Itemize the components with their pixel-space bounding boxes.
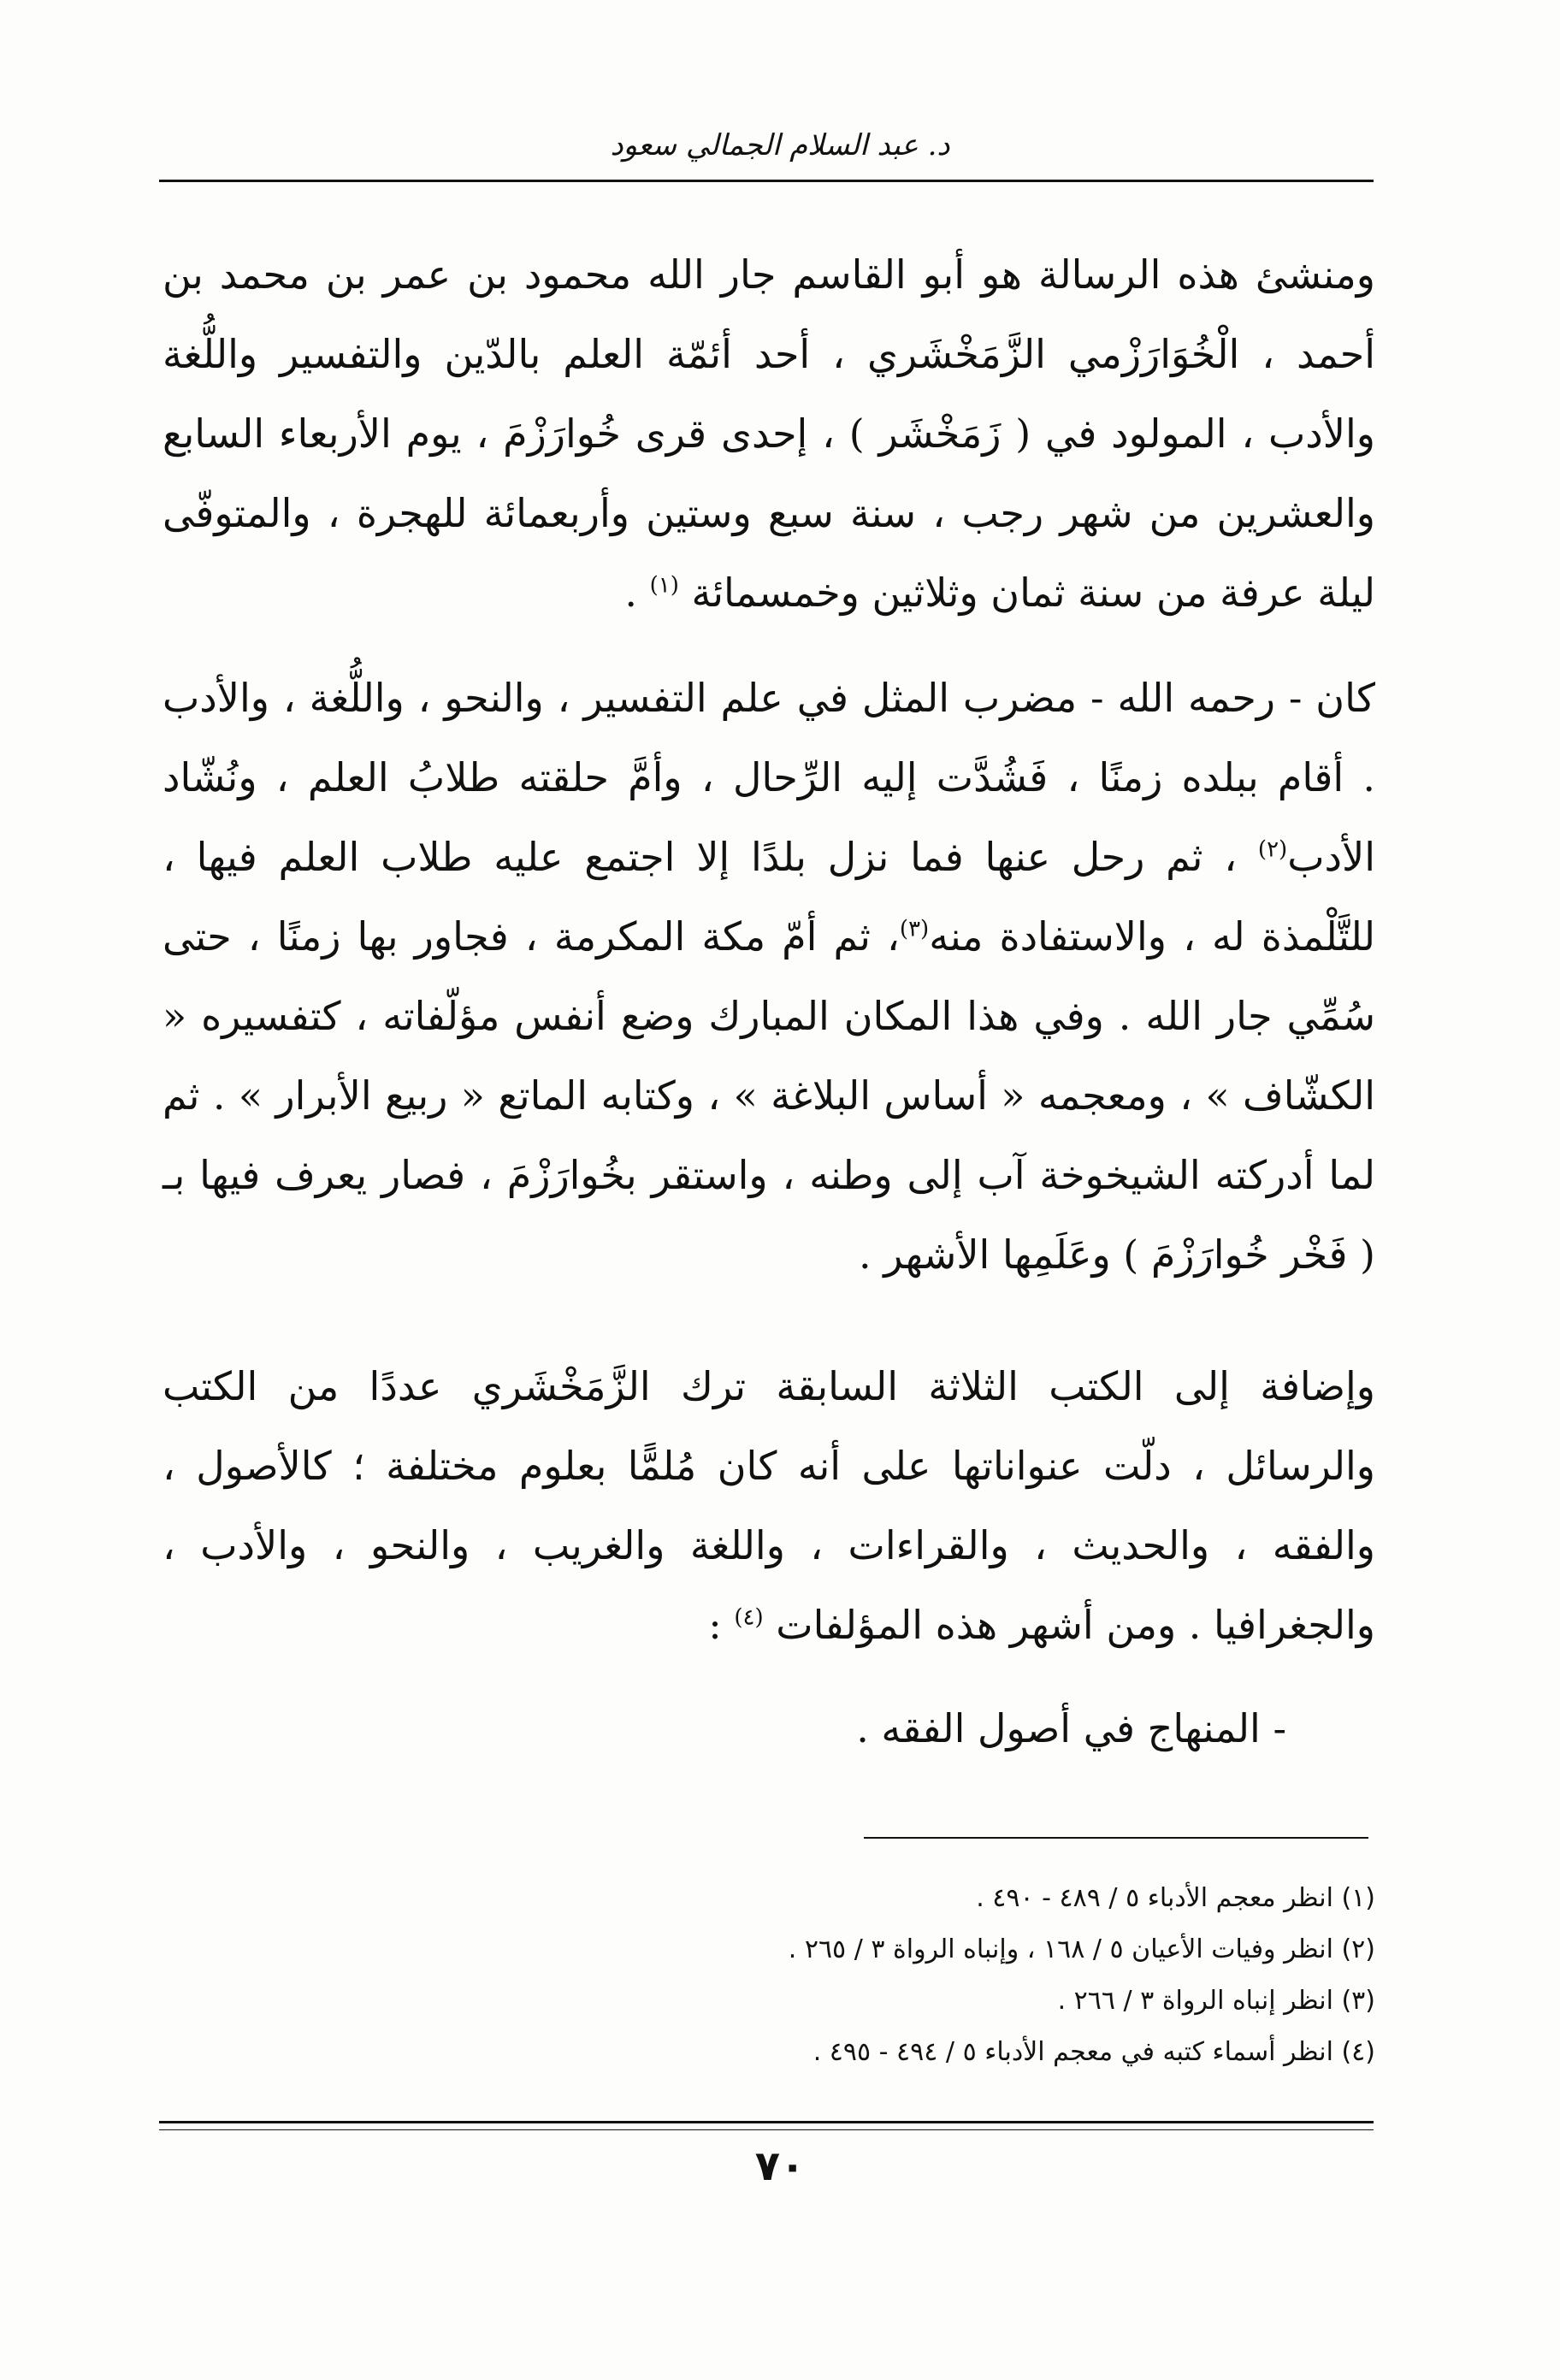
paragraph-works <box>162 1347 1375 1665</box>
footnote-separator <box>864 1837 1368 1839</box>
paragraph-2-text-b: ، ثم رحل عنها فما نزل بلدًا إلا اجتمع عليه طلاب العلم فيها ، للتَّلْمذة له ، والاستفادة منه <box>162 834 1375 960</box>
footnotes <box>162 1873 1375 2078</box>
footnote-ref-3: (٣) <box>899 916 930 942</box>
footnote-ref-1: (١) <box>649 572 679 599</box>
paragraph-biography <box>162 235 1375 633</box>
paragraph-3-end: : <box>708 1602 722 1648</box>
page-number: ٧٠ <box>754 2142 806 2190</box>
paragraph-1-end: . <box>624 570 638 616</box>
footnote-ref-4: (٤) <box>734 1604 764 1631</box>
footer-rule-thick <box>159 2121 1374 2123</box>
footnote-1: (١) انظر معجم الأدباء ٥ / ٤٨٩ - ٤٩٠ . <box>976 1883 1375 1913</box>
header-rule <box>159 180 1374 182</box>
footnote-3: (٣) انظر إنباه الرواة ٣ / ٢٦٦ . <box>1057 1986 1375 2016</box>
paragraph-career <box>162 658 1375 1295</box>
paragraph-2-text-a: كان - رحمه الله - مضرب المثل في علم التفسير ، والنحو ، واللُّغة ، والأدب . أقام ببلده زمنًا ، فَشُدَّت إليه الرِّحال ، وأمَّ حلقته طلابُ العلم ، ونُشّاد الأدب <box>162 675 1375 880</box>
list-item-minhaj: - المنهاج في أصول الفقه . <box>856 1705 1286 1751</box>
paragraph-2-text-c: ، ثم أمّ مكة المكرمة ، فجاور بها زمنًا ، حتى سُمِّي جار الله . وفي هذا المكان المبارك وضع أنفس مؤلّفاته ، كتفسيره « الكشّاف » ، ومعجمه « أساس البلاغة » ، وكتابه الماتع « ربيع الأبرار » . ثم لما أدركته الشيخوخة آب إلى وطنه ، واستقر بخُوارَزْمَ ، فصار يعرف فيها بـ ( فَخْر خُوارَزْمَ ) وعَلَمِها الأشهر . <box>162 913 1375 1278</box>
footnote-2: (٢) انظر وفيات الأعيان ٥ / ١٦٨ ، وإنباه الرواة ٣ / ٢٦٥ . <box>788 1934 1375 1964</box>
paragraph-3-text: وإضافة إلى الكتب الثلاثة السابقة ترك الزَّمَخْشَري عددًا من الكتب والرسائل ، دلّت عنواناتها على أنه كان مُلمًّا بعلوم مختلفة ؛ كالأصول ، والفقه ، والحديث ، والقراءات ، واللغة والغريب ، والنحو ، والأدب ، والجغرافيا . ومن أشهر هذه المؤلفات <box>162 1363 1375 1648</box>
paragraph-1-text: ومنشئ هذه الرسالة هو أبو القاسم جار الله محمود بن عمر بن محمد بن أحمد ، الْخُوَارَزْمي الزَّمَخْشَري ، أحد أئمّة العلم بالدّين والتفسير واللُّغة والأدب ، المولود في ( زَمَخْشَر ) ، إحدى قرى خُوارَزْمَ ، يوم الأربعاء السابع والعشرين من شهر رجب ، سنة سبع وستين وأربعمائة للهجرة ، والمتوفّى ليلة عرفة من سنة ثمان وثلاثين وخمسمائة <box>162 251 1375 616</box>
footnote-ref-2: (٢) <box>1257 836 1288 863</box>
running-header: د. عبد السلام الجمالي سعود <box>610 128 950 162</box>
footer-rule-thin <box>159 2129 1374 2130</box>
footnote-4: (٤) انظر أسماء كتبه في معجم الأدباء ٥ / ٤٩٤ - ٤٩٥ . <box>812 2037 1375 2067</box>
